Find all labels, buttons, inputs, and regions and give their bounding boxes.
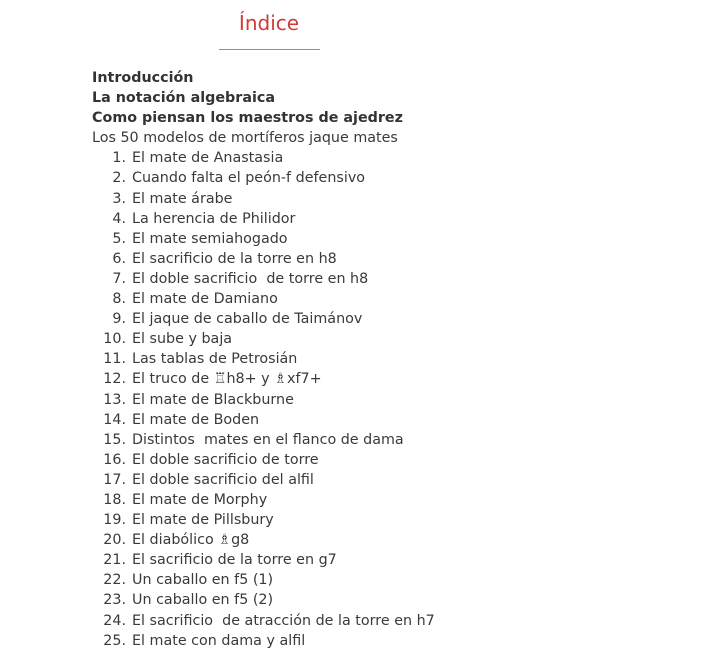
toc-item-number: 6. [112,250,126,267]
toc-item[interactable] [92,611,652,631]
toc-item-text[interactable]: Las tablas de Petrosián [132,351,298,368]
toc-item-text[interactable]: El doble sacrificio de torre en h8 [132,270,369,287]
toc-item-text[interactable]: El sacrificio de la torre en g7 [132,552,337,569]
toc-item-number: 12. [103,371,126,388]
toc-link-como-piensan[interactable]: Como piensan los maestros de ajedrez [92,110,403,127]
toc-item[interactable] [92,168,652,188]
toc-item-number: 4. [112,210,126,227]
toc-item[interactable] [92,229,652,249]
toc-link-notacion-algebraica[interactable]: La notación algebraica [92,90,276,107]
toc-item[interactable] [92,470,652,490]
toc-item[interactable] [92,209,652,229]
toc-item[interactable] [92,410,652,430]
toc-item-text[interactable]: El mate árabe [132,190,233,207]
toc-item-number: 9. [112,311,126,328]
toc-item-text[interactable]: Cuando falta el peón-f defensivo [132,170,366,187]
toc-item-text[interactable]: Un caballo en f5 (1) [132,572,274,589]
toc-item-text[interactable]: El mate de Blackburne [132,391,294,408]
toc-item-text[interactable]: El mate con dama y alfil [132,632,306,649]
toc-item-text[interactable]: El doble sacrificio del alfil [132,471,314,488]
toc-item-number: 15. [103,431,126,448]
toc-item-number: 24. [103,612,126,629]
toc-item[interactable] [92,510,652,530]
toc-item[interactable] [92,249,652,269]
toc-item[interactable] [92,309,652,329]
toc-item-number: 23. [103,592,126,609]
toc-item-number: 19. [103,512,126,529]
toc-item[interactable] [92,390,652,410]
toc-item-text[interactable]: El mate semiahogado [132,230,288,247]
toc-item-number: 16. [103,451,126,468]
toc-item-text[interactable]: El jaque de caballo de Taimánov [132,311,363,328]
toc-item-text[interactable]: El truco de ♖h8+ y ♗xf7+ [132,371,322,388]
toc-item[interactable] [92,430,652,450]
toc-item-number: 14. [103,411,126,428]
toc-item-number: 3. [112,190,126,207]
toc-item-text[interactable]: El sacrificio de atracción de la torre en h7 [132,612,435,629]
toc-item[interactable] [92,450,652,470]
toc-item-text[interactable]: El mate de Anastasia [132,150,284,167]
toc-item-text[interactable]: El mate de Damiano [132,291,278,308]
toc-item[interactable] [92,590,652,610]
toc-item-number: 21. [103,552,126,569]
toc-item-number: 8. [112,291,126,308]
toc-item-number: 11. [103,351,126,368]
toc-item-number: 17. [103,471,126,488]
toc-item-text[interactable]: El sube y baja [132,331,233,348]
toc-item-number: 2. [112,170,126,187]
title-underline [219,49,320,50]
toc-item-text[interactable]: Distintos mates en el flanco de dama [132,431,404,448]
toc-item[interactable] [92,148,652,168]
page-title: Índice [238,11,300,35]
toc-item[interactable] [92,289,652,309]
toc-item-text[interactable]: El mate de Pillsbury [132,512,274,529]
toc-item-text[interactable]: El doble sacrificio de torre [132,451,319,468]
toc-item[interactable] [92,349,652,369]
toc-item-text[interactable]: El diabólico ♗g8 [132,532,250,549]
toc-item[interactable] [92,369,652,389]
toc-item-text[interactable]: Un caballo en f5 (2) [132,592,274,609]
toc-item-number: 18. [103,491,126,508]
toc-item-number: 7. [112,270,126,287]
toc-item[interactable] [92,530,652,550]
toc-item-number: 20. [103,532,126,549]
toc-item-number: 13. [103,391,126,408]
toc-item-text[interactable]: El mate de Morphy [132,491,268,508]
toc-chapter-heading[interactable]: Los 50 modelos de mortíferos jaque mates [92,130,398,147]
toc-item-number: 10. [103,331,126,348]
toc-item-number: 5. [112,230,126,247]
toc-item-list [92,148,652,650]
toc-item[interactable] [92,269,652,289]
toc-item-number: 25. [103,632,126,649]
toc-item-number: 1. [112,150,126,167]
toc-item-text[interactable]: El sacrificio de la torre en h8 [132,250,337,267]
toc-item-number: 22. [103,572,126,589]
toc-item[interactable] [92,550,652,570]
table-of-contents [92,68,652,651]
toc-item[interactable] [92,631,652,651]
toc-item-text[interactable]: El mate de Boden [132,411,260,428]
toc-item[interactable] [92,570,652,590]
toc-item-text[interactable]: La herencia de Philidor [132,210,296,227]
toc-item[interactable] [92,490,652,510]
toc-item[interactable] [92,329,652,349]
toc-link-introduccion[interactable]: Introducción [92,70,194,86]
toc-item[interactable] [92,189,652,209]
